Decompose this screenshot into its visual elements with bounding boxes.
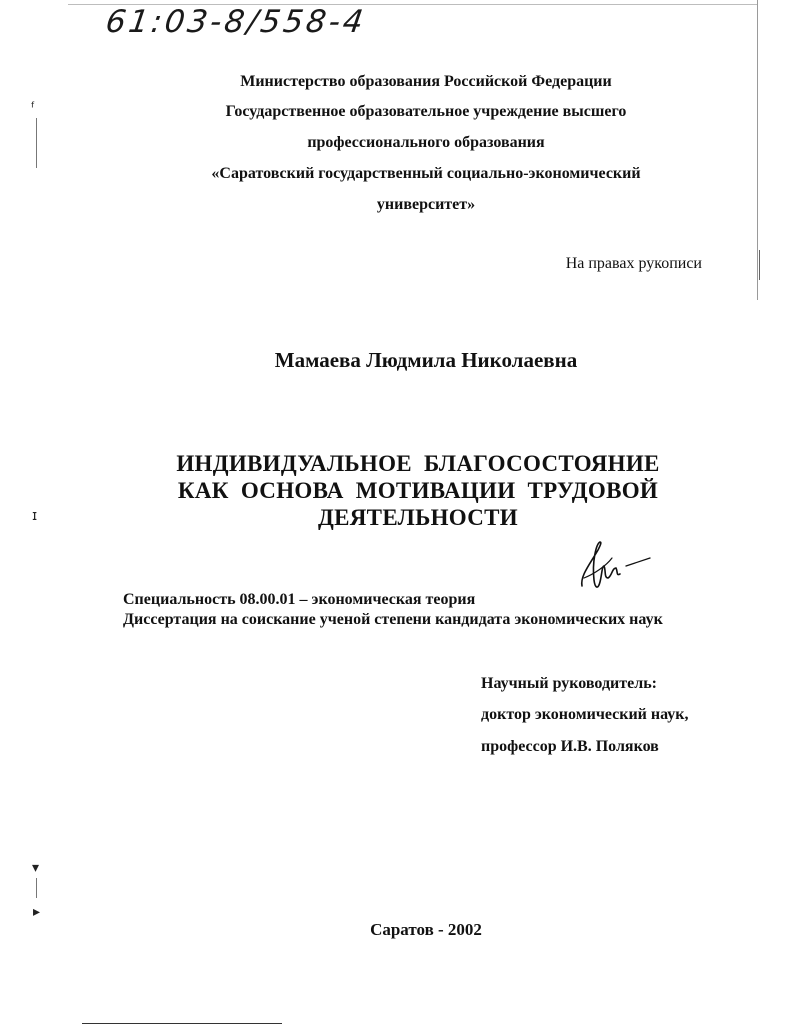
- university-line-1: «Саратовский государственный социально-экономический: [211, 165, 641, 182]
- margin-line: [36, 878, 37, 898]
- handwritten-catalog-code: 61:03-8/558-4: [103, 4, 369, 40]
- author-name: Мамаева Людмила Николаевна: [274, 348, 578, 372]
- scan-edge-right-mark: [759, 250, 760, 280]
- handwritten-signature: [576, 536, 652, 596]
- dissertation-line: Диссертация на соискание ученой степени кандидата экономических наук: [123, 611, 663, 628]
- advisor-label: Научный руководитель:: [481, 675, 657, 692]
- institution-line-2: профессионального образования: [307, 134, 545, 151]
- scan-edge-bottom: [82, 1023, 282, 1024]
- margin-mark-icon: ᶠ: [31, 100, 36, 116]
- university-line-2: университет»: [376, 196, 476, 213]
- ministry-line: Министерство образования Российской Федерации: [240, 73, 612, 90]
- city-year: Саратов - 2002: [370, 920, 482, 939]
- margin-mark-icon: ▾: [32, 860, 40, 876]
- margin-mark-icon: ɪ: [32, 508, 38, 524]
- advisor-degree: доктор экономический наук,: [481, 706, 689, 723]
- institution-line-1: Государственное образовательное учреждение высшего: [225, 103, 627, 120]
- title-line-1: ИНДИВИДУАЛЬНОЕ БЛАГОСОСТОЯНИЕ: [176, 451, 660, 476]
- title-line-3: ДЕЯТЕЛЬНОСТИ: [318, 505, 518, 530]
- specialty-line: Специальность 08.00.01 – экономическая теория: [123, 591, 476, 608]
- advisor-name: профессор И.В. Поляков: [481, 738, 659, 755]
- title-line-2: КАК ОСНОВА МОТИВАЦИИ ТРУДОВОЙ: [177, 478, 659, 503]
- manuscript-note: На правах рукописи: [565, 255, 702, 272]
- margin-mark-icon: ▸: [33, 904, 41, 920]
